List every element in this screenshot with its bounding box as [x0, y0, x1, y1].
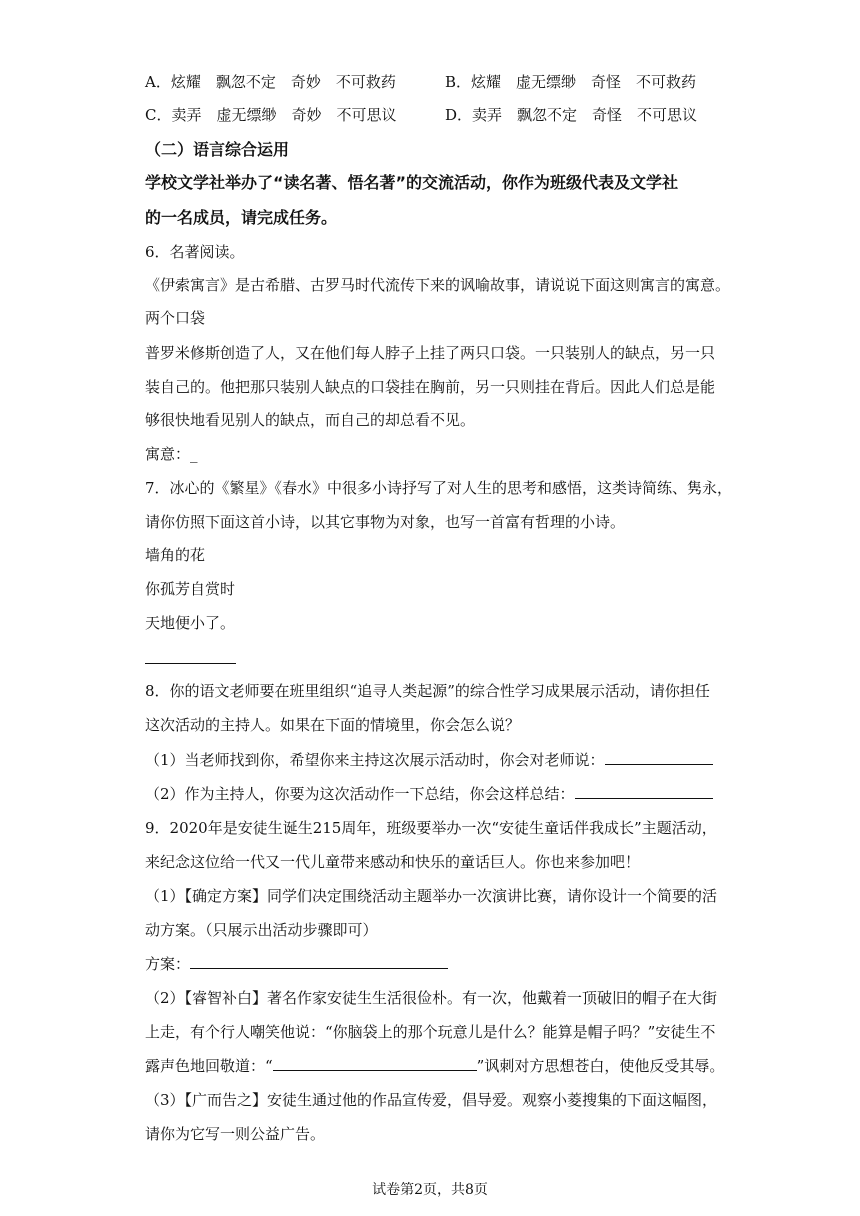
q8-sub2 — [145, 784, 713, 804]
option-a: A．炫耀 飘忽不定 奇妙 不可救药 — [145, 73, 396, 91]
option-b: B．炫耀 虚无缥缈 奇怪 不可救药 — [445, 73, 697, 91]
q7-prompt-line2: 请你仿照下面这首小诗，以其它事物为对象，也写一首富有哲理的小诗。 — [145, 513, 626, 531]
q9-sub3-line2: 请你为它写一则公益广告。 — [145, 1125, 326, 1143]
q9-plan-label: 方案： — [145, 955, 191, 973]
q9-sub2-line3 — [145, 1056, 724, 1076]
q6-story-title: 两个口袋 — [145, 309, 206, 327]
q6-prompt: 《伊索寓言》是古希腊、古罗马时代流传下来的讽喻故事，请说说下面这则寓言的寓意。 — [145, 276, 731, 294]
q8-sub1-text: （1）当老师找到你，希望你来主持这次展示活动时，你会对老师说： — [145, 751, 605, 769]
q9-sub3-line1: （3）【广而告之】安徒生通过他的作品宣传爱，倡导爱。观察小菱搜集的下面这幅图， — [145, 1091, 718, 1109]
q8-prompt-line1: 8．你的语文老师要在班里组织“追寻人类起源”的综合性学习成果展示活动，请你担任 — [145, 682, 710, 700]
section-intro-line2: 的一名成员，请完成任务。 — [145, 208, 338, 227]
q7-prompt-line1: 7．冰心的《繁星》《春水》中很多小诗抒写了对人生的思考和感悟，这类诗简练、隽永， — [145, 479, 733, 497]
q9-sub2-blank[interactable] — [273, 1056, 477, 1071]
q9-sub2-line3-start: 露声色地回敬道：“ — [145, 1057, 273, 1075]
q6-title: 6．名著阅读。 — [145, 243, 245, 261]
q7-poem-line1: 墙角的花 — [145, 546, 206, 564]
page-footer: 试卷第2页，共8页 — [372, 1182, 488, 1198]
q6-answer-label: 寓意：_ — [145, 445, 198, 463]
q9-sub2-line1: （2）【睿智补白】著名作家安徒生生活很俭朴。有一次，他戴着一顶破旧的帽子在大街 — [145, 989, 718, 1007]
section-heading: （二）语言综合运用 — [145, 140, 290, 159]
q7-answer-line[interactable] — [145, 663, 236, 664]
q9-sub2-line2: 上走，有个行人嘲笑他说：“你脑袋上的那个玩意儿是什么？能算是帽子吗？”安徒生不 — [145, 1023, 716, 1041]
q8-prompt-line2: 这次活动的主持人。如果在下面的情境里，你会怎么说？ — [145, 716, 521, 734]
q6-story-line3: 够很快地看见别人的缺点，而自己的却总看不见。 — [145, 411, 476, 429]
q6-story-line1: 普罗米修斯创造了人，又在他们每人脖子上挂了两只口袋。一只装别人的缺点，另一只 — [145, 344, 716, 362]
q9-prompt-line1: 9．2020年是安徒生诞生215周年，班级要举办一次“安徒生童话伴我成长”主题活动， — [145, 819, 717, 837]
q9-sub2-line3-end: ”讽刺对方思想苍白，使他反受其辱。 — [476, 1057, 725, 1075]
q8-sub2-blank[interactable] — [575, 784, 713, 799]
q7-poem-line3: 天地便小了。 — [145, 614, 236, 632]
q9-plan-blank[interactable] — [190, 954, 448, 969]
q9-prompt-line2: 来纪念这位给一代又一代儿童带来感动和快乐的童话巨人。你也来参加吧！ — [145, 853, 641, 871]
q9-plan — [145, 954, 448, 974]
q8-sub2-text: （2）作为主持人，你要为这次活动作一下总结，你会这样总结： — [145, 785, 575, 803]
q9-sub1-line2: 动方案。（只展示出活动步骤即可） — [145, 921, 378, 939]
q8-sub1-blank[interactable] — [605, 750, 713, 765]
q9-sub1-line1: （1）【确定方案】同学们决定围绕活动主题举办一次演讲比赛，请你设计一个简要的活 — [145, 887, 718, 905]
q8-sub1 — [145, 750, 713, 770]
q6-story-line2: 装自己的。他把那只装别人缺点的口袋挂在胸前，另一只则挂在背后。因此人们总是能 — [145, 378, 716, 396]
option-d: D．卖弄 飘忽不定 奇怪 不可思议 — [445, 106, 698, 124]
option-c: C．卖弄 虚无缥缈 奇妙 不可思议 — [145, 106, 397, 124]
q7-poem-line2: 你孤芳自赏时 — [145, 580, 236, 598]
section-intro-line1: 学校文学社举办了“读名著、悟名著”的交流活动，你作为班级代表及文学社 — [145, 173, 679, 192]
